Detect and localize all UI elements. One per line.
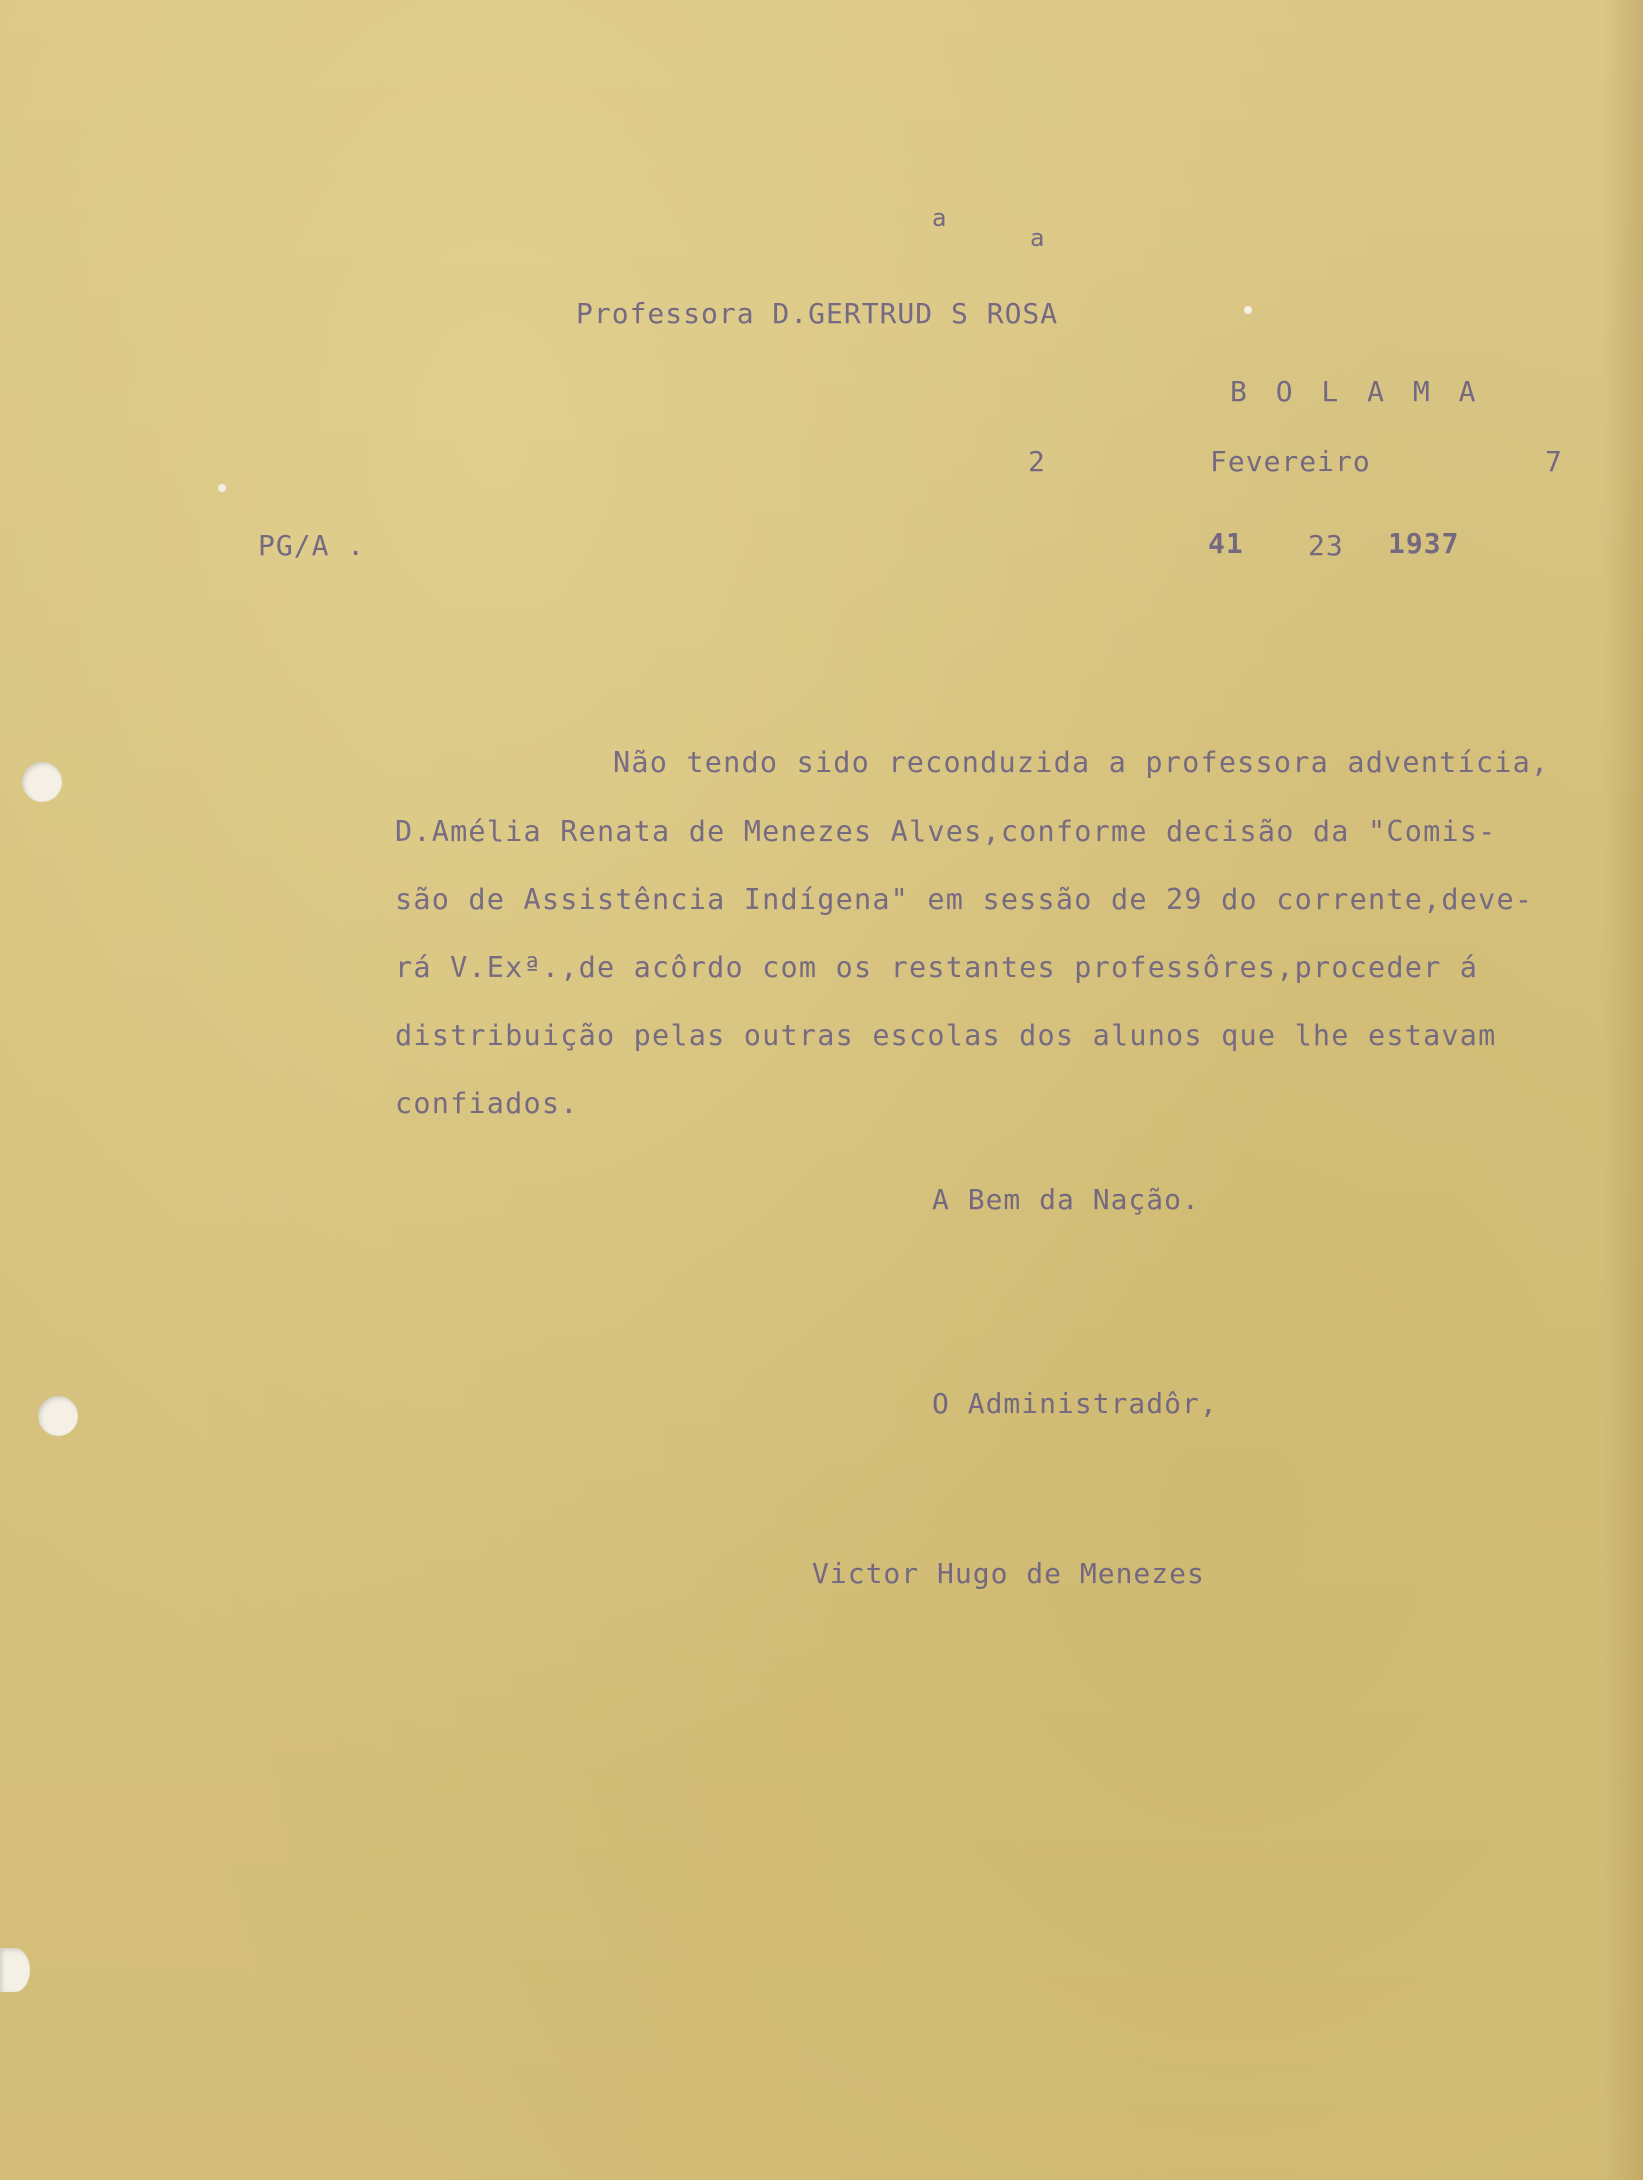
body-line-3: são de Assistência Indígena" em sessão de 29 do corrente,deve- xyxy=(395,883,1534,916)
date-code-right: 7 xyxy=(1545,445,1563,478)
punch-hole-middle xyxy=(38,1396,78,1436)
signatory-title: O Administradôr, xyxy=(932,1387,1218,1420)
punch-hole-bottom xyxy=(0,1948,30,1992)
month-name: Fevereiro xyxy=(1210,445,1371,478)
place: B O L A M A xyxy=(1230,375,1482,408)
ordinal-mark-left: a xyxy=(932,204,948,232)
month-number: 2 xyxy=(1028,445,1046,478)
closing-salutation: A Bem da Nação. xyxy=(932,1183,1200,1216)
body-line-1: Não tendo sido reconduzida a professora adventícia, xyxy=(613,746,1550,779)
body-line-5: distribuição pelas outras escolas dos alunos que lhe estavam xyxy=(395,1019,1497,1052)
body-line-6: confiados. xyxy=(395,1087,579,1120)
body-line-4: rá V.Exª.,de acôrdo com os restantes professôres,proceder á xyxy=(395,951,1479,984)
reference-number: 41 xyxy=(1208,527,1244,560)
reference-year: 1937 xyxy=(1388,527,1460,560)
paper-speck xyxy=(1244,306,1252,314)
reference-code: PG/A . xyxy=(258,529,366,562)
reference-day: 23 xyxy=(1308,529,1344,562)
paper-edge-shadow xyxy=(1603,0,1643,2180)
body-line-2: D.Amélia Renata de Menezes Alves,conforme decisão da "Comis- xyxy=(395,815,1497,848)
paper-speck xyxy=(218,484,226,492)
signatory-name: Victor Hugo de Menezes xyxy=(812,1557,1205,1590)
addressee: Professora D.GERTRUD S ROSA xyxy=(576,297,1059,330)
ordinal-mark-right: a xyxy=(1030,224,1046,252)
punch-hole-top xyxy=(22,762,62,802)
